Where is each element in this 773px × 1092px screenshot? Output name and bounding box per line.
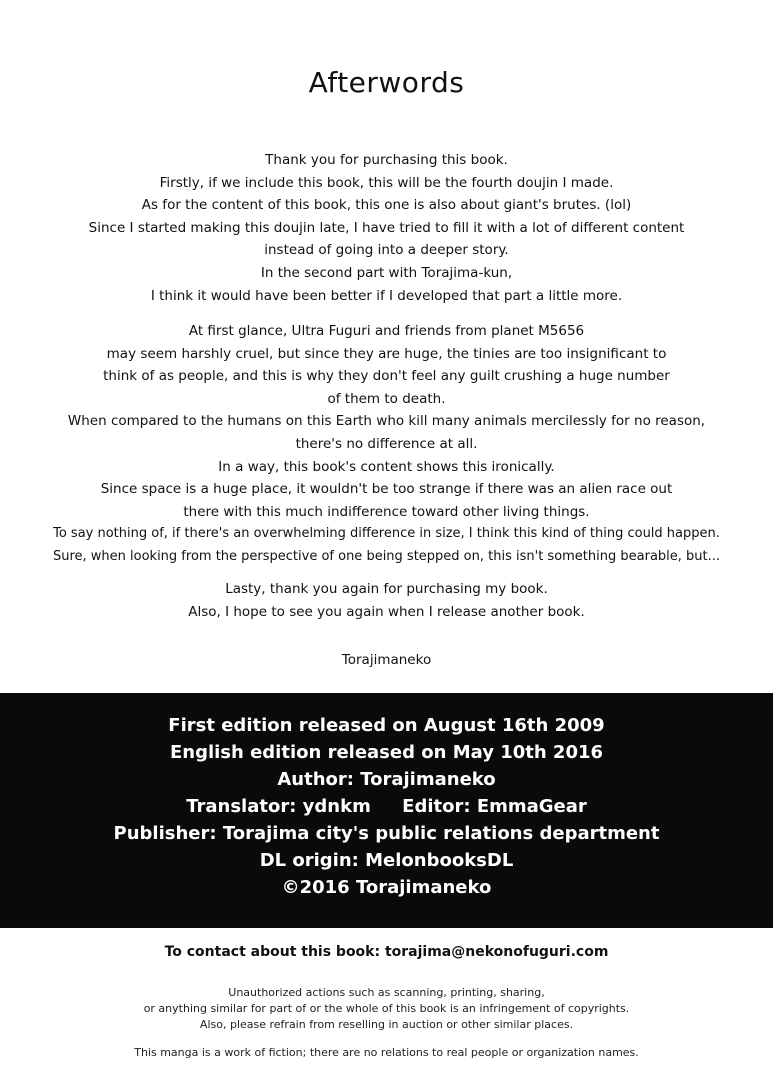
fiction-notice: This manga is a work of fiction; there are no relations to real people or organization names. (134, 1046, 639, 1059)
credits-block (0, 693, 773, 928)
text-line: there with this much indifference toward other living things. (183, 503, 590, 520)
legal-line: Unauthorized actions such as scanning, printing, sharing, (228, 986, 545, 999)
signature: Torajimaneko (341, 652, 432, 668)
credit-line: Translator: ydnkm Editor: EmmaGear (186, 796, 587, 817)
text-line: there's no difference at all. (295, 435, 478, 452)
text-line: Sure, when looking from the perspective of one being stepped on, this isn't something bearable, but... (52, 548, 721, 564)
afterword-paragraph-3 (0, 578, 773, 623)
credit-line: DL origin: MelonbooksDL (259, 850, 514, 871)
page-title: Afterwords (308, 66, 465, 99)
credit-line: Publisher: Torajima city's public relations department (113, 823, 660, 844)
text-line: Since I started making this doujin late, I have tried to fill it with a lot of different content (88, 219, 685, 236)
text-line: think of as people, and this is why they don't feel any guilt crushing a huge number (103, 368, 670, 385)
text-line: Since space is a huge place, it wouldn't be too strange if there was an alien race out (100, 481, 673, 498)
legal-notice (0, 985, 773, 1033)
text-line: When compared to the humans on this Earth who kill many animals mercilessly for no reason, (67, 413, 706, 430)
text-line: In a way, this book's content shows this ironically. (218, 458, 555, 475)
contact-line: To contact about this book: torajima@nekonofuguri.com (164, 944, 609, 960)
text-line: Also, I hope to see you again when I release another book. (188, 603, 585, 620)
text-line: Thank you for purchasing this book. (265, 152, 508, 168)
credit-line: Author: Torajimaneko (277, 769, 496, 790)
legal-line: or anything similar for part of or the whole of this book is an infringement of copyrights. (143, 1002, 630, 1015)
afterword-paragraph-2 (0, 320, 773, 569)
text-line: To say nothing of, if there's an overwhelming difference in size, I think this kind of thing could happen. (53, 526, 720, 542)
text-line: of them to death. (327, 390, 446, 407)
text-line: At first glance, Ultra Fuguri and friends from planet M5656 (188, 323, 585, 339)
text-line: As for the content of this book, this one is also about giant's brutes. (lol) (141, 197, 632, 214)
afterword-paragraph-1 (0, 149, 773, 307)
credit-line: First edition released on August 16th 2009 (168, 715, 605, 736)
text-line: may seem harshly cruel, but since they are huge, the tinies are too insignificant to (106, 345, 667, 362)
text-line: instead of going into a deeper story. (264, 242, 509, 259)
credit-line: ©2016 Torajimaneko (281, 877, 492, 898)
text-line: In the second part with Torajima-kun, (260, 264, 513, 281)
text-line: Lasty, thank you again for purchasing my book. (225, 581, 548, 597)
credit-line: English edition released on May 10th 2016 (169, 742, 604, 763)
text-line: Firstly, if we include this book, this will be the fourth doujin I made. (159, 174, 614, 191)
text-line: I think it would have been better if I developed that part a little more. (150, 287, 623, 304)
legal-line: Also, please refrain from reselling in auction or other similar places. (199, 1018, 574, 1031)
